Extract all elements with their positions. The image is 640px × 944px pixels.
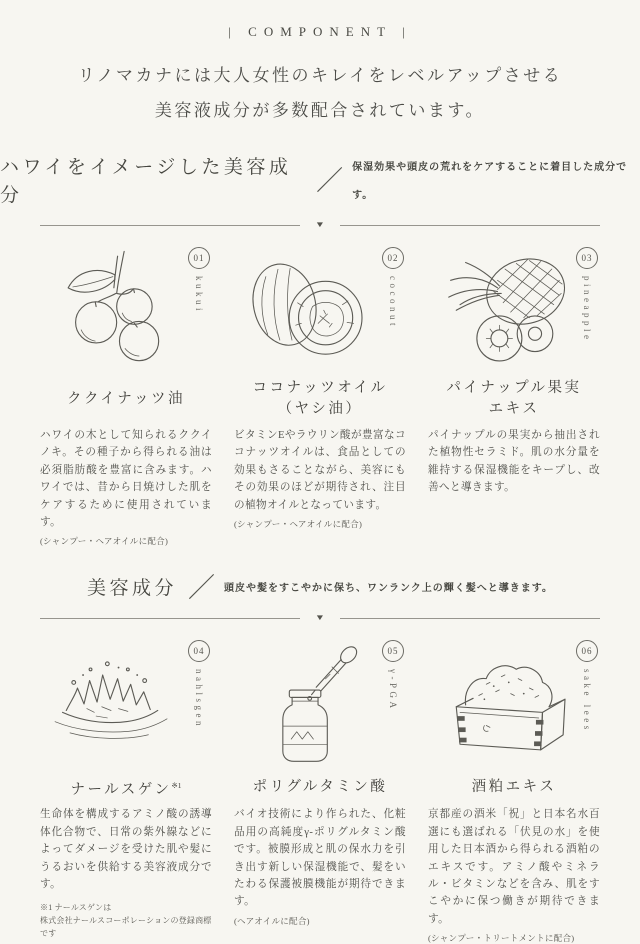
ingredient-card-sake-lees	[428, 638, 600, 944]
item-title: ククイナッツ油	[67, 390, 185, 407]
page-title: | COMPONENT |	[228, 24, 412, 39]
down-arrow-icon: ▼	[314, 220, 326, 229]
item-number: 02	[387, 253, 399, 263]
item-title-block	[234, 377, 406, 421]
illustration-area	[234, 638, 406, 766]
item-badge	[188, 640, 210, 729]
ingredient-cards-row-1	[40, 245, 600, 547]
dropper-bottle-illustration	[236, 640, 376, 766]
divider-line-left	[40, 618, 300, 619]
slash-divider: ／	[316, 166, 344, 196]
item-note: (ヘアオイルに配合)	[234, 915, 310, 926]
coconut-illustration	[236, 247, 376, 367]
item-description: ハワイの木として知られるククイノキ。その種子から得られる油は必須脂肪酸を豊富に含みます。ハワイでは、昔から日焼けした肌をケアするために使用されています。	[40, 430, 212, 529]
item-description: パイナップルの果実から抽出された植物性セラミド。肌の水分量を維持する保湿機能をキープし、改善へと導きます。	[428, 430, 600, 494]
item-number-badge	[382, 247, 404, 269]
item-title: ポリグルタミン酸	[252, 778, 388, 795]
item-number: 04	[193, 646, 205, 657]
illustration-area	[428, 245, 600, 367]
item-title-line2: （ヤシ油）	[277, 401, 363, 417]
section-divider	[40, 614, 600, 622]
illustration-area	[428, 638, 600, 766]
item-number-badge	[576, 640, 598, 662]
section-divider	[40, 221, 600, 229]
section-subtitle: 頭皮や髪をすこやかに保ち、ワンランク上の輝く髪へと導きます。	[224, 583, 553, 595]
item-number-badge	[576, 247, 598, 269]
item-en-label: nahlsgen	[194, 669, 204, 730]
item-en-label: γ-PGA	[388, 669, 398, 712]
item-badge	[382, 247, 404, 329]
trademark-footnote	[40, 901, 212, 940]
item-note: (シャンプー・ヘアオイルに配合)	[234, 519, 363, 530]
section-beauty-ingredients	[0, 575, 640, 944]
item-en-label: kukui	[194, 276, 204, 315]
item-description: ビタミンEやラウリン酸が豊富なココナッツオイルは、食品としての効果もさることながら、美容にもその効果のほどが期待され、注目の植物オイルとなっています。	[234, 430, 406, 511]
item-description: 生命体を構成するアミノ酸の誘導体化合物で、日常の紫外線などによってダメージを受けた肌や髪にうるおいを供給する美容液成分です。	[40, 809, 212, 891]
kukui-nuts-illustration	[42, 247, 182, 367]
intro-copy	[0, 58, 640, 128]
item-number-badge	[382, 640, 404, 662]
item-title-block	[428, 377, 600, 421]
item-note: (シャンプー・トリートメントに配合)	[428, 933, 575, 944]
water-splash-illustration	[42, 640, 182, 766]
down-arrow-icon: ▼	[314, 613, 326, 623]
section-heading	[0, 575, 640, 603]
item-title-block	[234, 774, 406, 800]
ingredient-card-coconut	[234, 245, 406, 547]
sake-lees-box-illustration	[430, 640, 580, 766]
divider-line-right	[340, 618, 600, 619]
footnote-line-2: 株式会社ナールスコーポレーションの登録商標です	[40, 916, 212, 939]
item-title: 酒粕エキス	[471, 778, 557, 795]
intro-line-1: リノマカナには大人女性のキレイをレベルアップさせる	[77, 66, 563, 85]
item-en-label: sake lees	[582, 669, 592, 734]
title-footnote-marker: ※1	[171, 780, 182, 790]
item-title: ココナッツオイル	[252, 380, 388, 396]
item-description: 京都産の酒米「祝」と日本名水百選にも選ばれる「伏見の水」を使用した日本酒から得られる酒粕のエキスです。アミノ酸やミネラル・ビタミンなどを含み、肌をすこやかに保つ働きが期待できます。	[428, 809, 600, 925]
item-number: 06	[581, 646, 593, 657]
section-title: 美容成分	[86, 578, 177, 600]
item-number-badge	[188, 640, 210, 662]
item-en-label: pineapple	[582, 276, 592, 343]
divider-line-left	[40, 225, 300, 226]
illustration-area	[234, 245, 406, 367]
ingredient-card-kukui	[40, 245, 212, 547]
intro-line-2: 美容液成分が多数配合されています。	[154, 101, 486, 120]
item-badge	[382, 640, 404, 711]
section-heading	[0, 154, 640, 210]
item-number-badge	[188, 247, 210, 269]
illustration-area	[40, 245, 212, 367]
divider-line-right	[340, 225, 600, 226]
item-note: (シャンプー・ヘアオイルに配合)	[40, 536, 169, 547]
item-badge	[188, 247, 210, 314]
pineapple-illustration	[430, 247, 580, 367]
item-title: パイナップル果実	[446, 380, 582, 396]
item-badge	[576, 247, 598, 343]
ingredient-card-nahlsgen	[40, 638, 212, 944]
section-hawaii-ingredients	[0, 154, 640, 547]
item-number: 05	[387, 646, 399, 657]
ingredient-card-pineapple	[428, 245, 600, 547]
illustration-area	[40, 638, 212, 766]
section-title: ハワイをイメージした美容成分	[0, 157, 292, 206]
item-title-block	[40, 774, 212, 800]
item-number: 01	[193, 253, 205, 263]
ingredient-card-polyglutamic-acid	[234, 638, 406, 944]
item-title-block	[428, 774, 600, 800]
item-title-line2: エキス	[488, 401, 540, 417]
item-number: 03	[581, 253, 593, 263]
section-subtitle: 保湿効果や頭皮の荒れをケアすることに着目した成分です。	[352, 162, 628, 201]
item-en-label: coconut	[388, 276, 398, 329]
footnote-line-1: ※1 ナールスゲンは	[40, 903, 112, 913]
slash-divider: ／	[188, 573, 215, 604]
item-badge	[576, 640, 598, 733]
item-title: ナールスゲン$^{※1}$	[70, 780, 182, 798]
item-title-block	[40, 377, 212, 421]
item-description: バイオ技術により作られた、化粧品用の高純度γ-ポリグルタミン酸です。被膜形成と肌の保水力を引き出す新しい保湿機能で、髪をいたわる保護被膜機能が期待できます。	[234, 809, 406, 908]
ingredient-cards-row-2	[40, 638, 600, 944]
